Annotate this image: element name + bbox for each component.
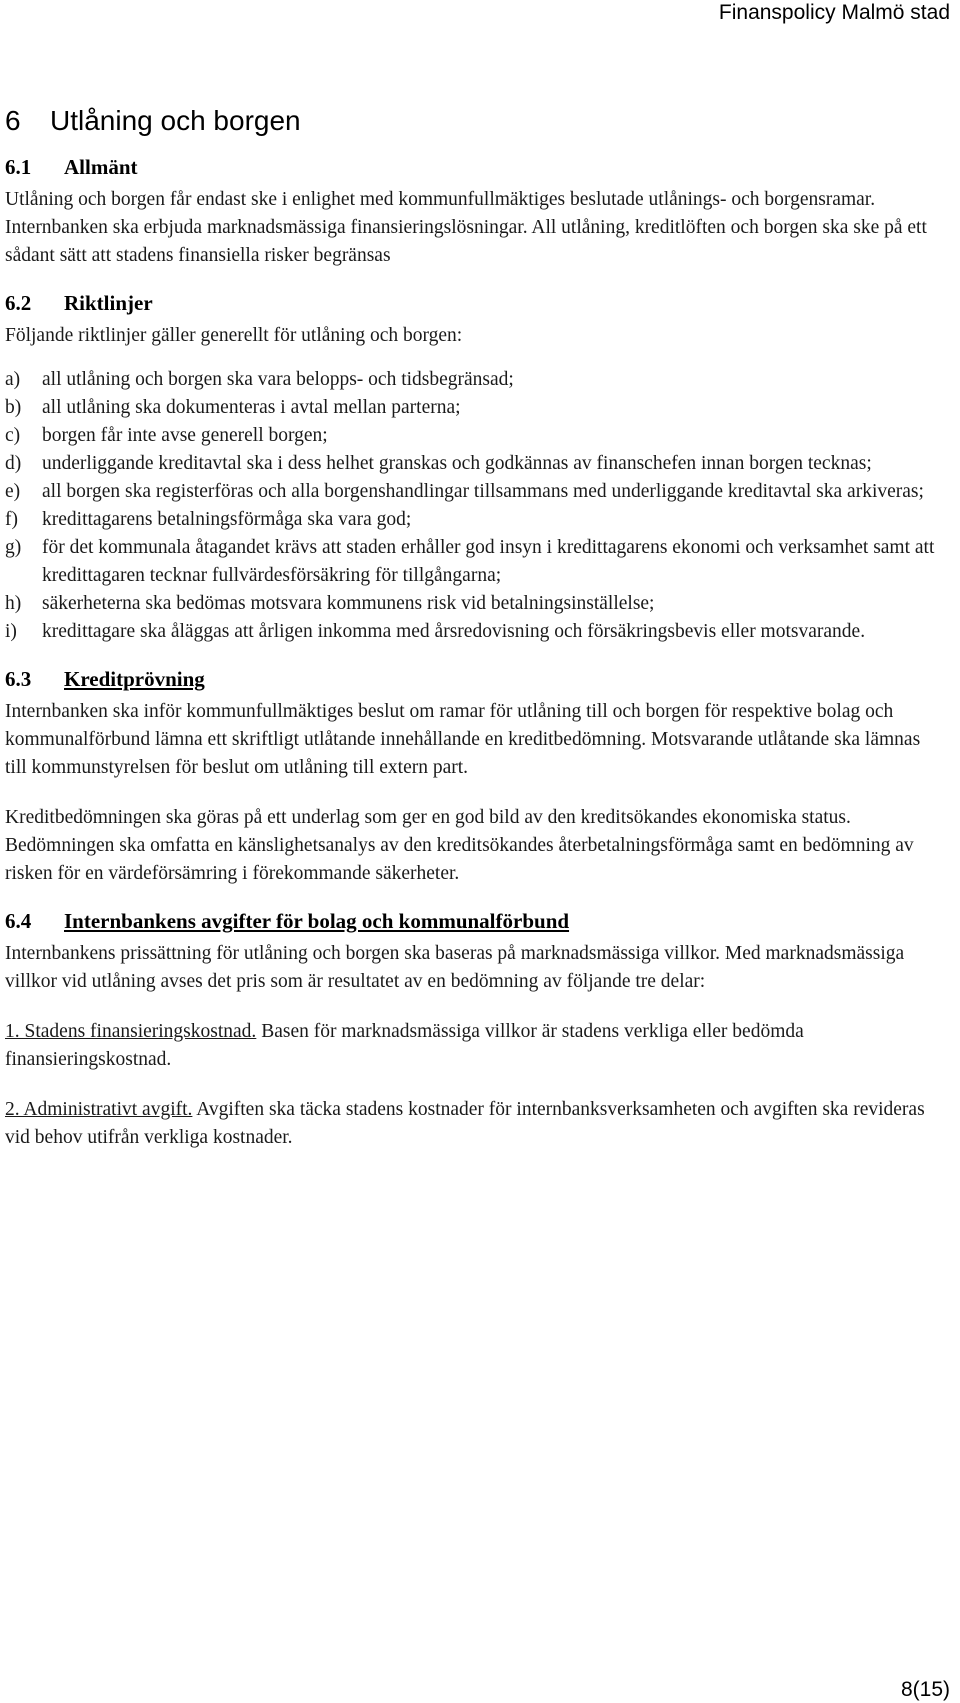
chapter-heading: [5, 104, 945, 138]
list-marker: c): [5, 425, 21, 446]
chapter-number: 6: [5, 105, 21, 136]
list-item: [5, 506, 945, 534]
numbered-item-heading: 1. Stadens finansieringskostnad.: [5, 1021, 257, 1042]
list-item-text: all borgen ska registerföras och alla borgenshandlingar tillsammans med underliggande kreditavtal ska arkiveras;: [42, 481, 924, 502]
section-heading: [5, 290, 945, 316]
running-header: Finanspolicy Malmö stad: [718, 1, 950, 24]
section-number: 6.4: [5, 909, 32, 933]
list-item-text: säkerheterna ska bedömas motsvara kommunens risk vid betalningsinställelse;: [42, 593, 655, 614]
list-marker: f): [5, 509, 18, 530]
list-item: [5, 478, 945, 506]
list-item: [5, 450, 945, 478]
list-item-text: underliggande kreditavtal ska i dess helhet granskas och godkännas av finanschefen innan borgen tecknas;: [42, 453, 872, 474]
section-paragraph: Internbankens prissättning för utlåning och borgen ska baseras på marknadsmässiga villkor. Med marknadsmässiga villkor vid utlåning avses det pris som är resultatet av en bedömning av följande tre delar:: [5, 943, 905, 992]
section-title: Riktlinjer: [64, 291, 153, 315]
chapter-title: Utlåning och borgen: [50, 105, 301, 136]
list-item-text: för det kommunala åtagandet krävs att staden erhåller god insyn i kredittagarens ekonomi och verksamhet samt att kredittagaren tecknar fullvärdesförsäkring för tillgångarna;: [42, 537, 935, 586]
list-marker: e): [5, 481, 21, 502]
list-marker: a): [5, 369, 21, 390]
document-page: [5, 92, 945, 1172]
section-6-4: [5, 908, 945, 1152]
list-marker: d): [5, 453, 22, 474]
section-number: 6.3: [5, 667, 32, 691]
list-item-text: borgen får inte avse generell borgen;: [42, 425, 328, 446]
section-6-1: [5, 154, 945, 270]
list-item-text: kredittagare ska åläggas att årligen inkomma med årsredovisning och försäkringsbevis eller motsvarande.: [42, 621, 866, 642]
section-6-3: [5, 666, 945, 888]
list-item-text: all utlåning ska dokumenteras i avtal mellan parterna;: [42, 397, 461, 418]
section-title: Kreditprövning: [64, 667, 205, 691]
section-6-2: [5, 290, 945, 646]
section-heading: [5, 154, 945, 180]
section-intro: Följande riktlinjer gäller generellt för utlåning och borgen:: [5, 325, 463, 346]
list-item-text: all utlåning och borgen ska vara belopps- och tidsbegränsad;: [42, 369, 514, 390]
list-item: [5, 534, 945, 590]
section-paragraph: Utlåning och borgen får endast ske i enlighet med kommunfullmäktiges beslutade utlånings- och borgensramar. Internbanken ska erbjuda marknadsmässiga finansieringslösningar. All utlåning, kreditlöften och borgen ska ske på ett sådant sätt att stadens finansiella risker begränsas: [5, 189, 927, 266]
page-number: 8(15): [900, 1678, 950, 1701]
list-marker: g): [5, 537, 22, 558]
section-number: 6.2: [5, 291, 32, 315]
list-item: [5, 618, 945, 646]
section-heading: [5, 908, 945, 934]
numbered-item-heading: 2. Administrativt avgift.: [5, 1099, 193, 1120]
section-heading: [5, 666, 945, 692]
numbered-paragraph: [5, 1018, 945, 1074]
list-marker: h): [5, 593, 22, 614]
list-marker: b): [5, 397, 22, 418]
guideline-list: [5, 366, 945, 646]
numbered-paragraph: [5, 1096, 945, 1152]
list-marker: i): [5, 621, 17, 642]
section-title: Allmänt: [64, 155, 138, 179]
list-item: [5, 366, 945, 394]
numbered-item-text: Avgiften ska täcka stadens kostnader för internbanksverksamheten och avgiften ska revideras vid behov utifrån verkliga kostnader.: [5, 1099, 925, 1148]
section-paragraph: Internbanken ska inför kommunfullmäktiges beslut om ramar för utlåning till och borgen för respektive bolag och kommunalförbund lämna ett skriftligt utlåtande innehållande en kreditbedömning. Motsvarande utlåtande ska lämnas till kommunstyrelsen för beslut om utlåning till extern part.: [5, 701, 921, 778]
section-paragraph: Kreditbedömningen ska göras på ett underlag som ger en god bild av den kreditsökandes ekonomiska status. Bedömningen ska omfatta en känslighetsanalys av den kreditsökandes återbetalningsförmåga samt en bedömning av risken för en värdeförsämring i förekommande säkerheter.: [5, 807, 914, 884]
list-item: [5, 394, 945, 422]
numbered-item-text: Basen för marknadsmässiga villkor är stadens verkliga eller bedömda finansieringskostnad.: [5, 1021, 804, 1070]
list-item: [5, 422, 945, 450]
list-item-text: kredittagarens betalningsförmåga ska vara god;: [42, 509, 412, 530]
list-item: [5, 590, 945, 618]
section-title: Internbankens avgifter för bolag och kommunalförbund: [64, 909, 570, 933]
section-number: 6.1: [5, 155, 32, 179]
